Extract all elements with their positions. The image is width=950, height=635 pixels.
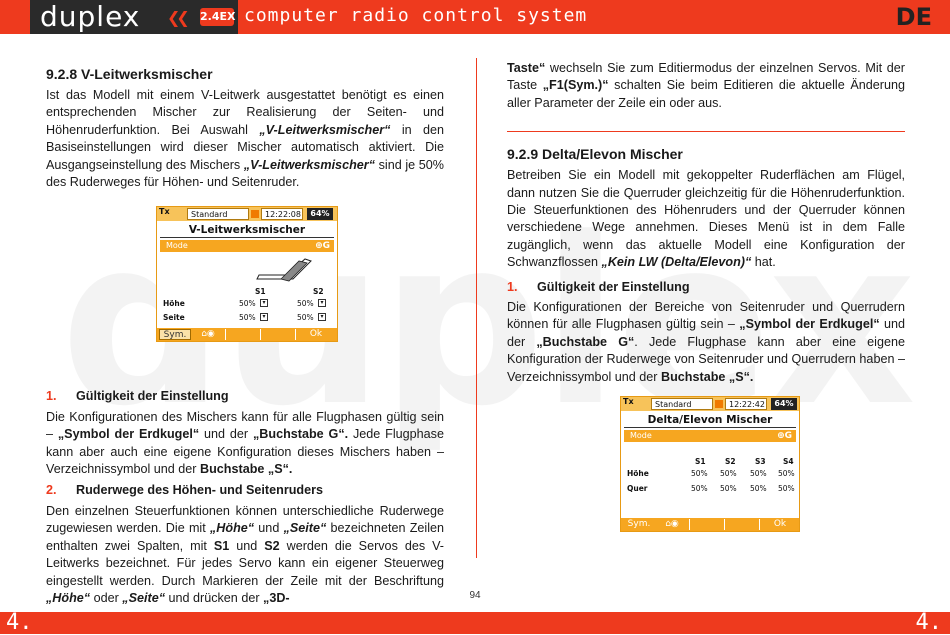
text-run: Die Konfigurationen der Bereiche von Seitenruder und Querrudern können für alle Flugphasen gültig sein – bbox=[507, 300, 905, 332]
chevron-double-icon: ❮❮ bbox=[167, 8, 186, 27]
text-run: „Seite“ bbox=[122, 590, 165, 605]
model-name: Standard bbox=[651, 398, 713, 410]
tx-signal-icon: Tx bbox=[159, 207, 170, 216]
text-run: S1 bbox=[213, 538, 230, 553]
globe-g-icon: ⊕G bbox=[315, 241, 330, 251]
key-separator bbox=[689, 519, 690, 530]
dropdown-icon[interactable]: ▾ bbox=[260, 313, 268, 321]
text-run: schalten Sie beim Editieren die aktuelle Änderung aller Parameter der Zeile ein oder aus. bbox=[507, 78, 905, 110]
text-run: „Symbol der Erdkugel“ bbox=[739, 317, 880, 332]
section-heading-delta: 9.2.9 Delta/Elevon Mischer bbox=[507, 146, 683, 163]
clock: 12:22:42 bbox=[725, 398, 767, 410]
mode-label: Mode bbox=[630, 431, 652, 440]
dropdown-icon[interactable]: ▾ bbox=[318, 299, 326, 307]
text-run: „V-Leitwerksmischer“ bbox=[259, 122, 391, 137]
text-run: „Höhe“ bbox=[46, 590, 91, 605]
page-footer bbox=[0, 612, 950, 634]
text-run: und der bbox=[507, 317, 906, 349]
section-heading-v-tail: 9.2.8 V-Leitwerksmischer bbox=[46, 66, 213, 82]
text-run: bezeichneten Zeilen enthalten zwei Spalten, mit bbox=[46, 521, 444, 553]
text-run: Taste“ bbox=[507, 61, 546, 75]
text-run: und bbox=[229, 538, 265, 553]
text-run: „Symbol der Erdkugel“ bbox=[57, 427, 200, 442]
text-run: „Seite“ bbox=[283, 521, 327, 536]
row-label-quer: Quer bbox=[627, 484, 648, 493]
screen-v-tail-mixer bbox=[156, 206, 338, 342]
column-header-s2: S2 bbox=[725, 457, 736, 466]
mode-label: Mode bbox=[166, 241, 188, 250]
continued-text bbox=[507, 60, 905, 112]
header-title: computer radio control system bbox=[244, 5, 588, 26]
logo-badge: 2.4EX bbox=[200, 8, 234, 26]
dropdown-icon[interactable]: ▾ bbox=[318, 313, 326, 321]
key-separator bbox=[759, 519, 760, 530]
clock: 12:22:08 bbox=[261, 208, 303, 220]
subheading-number: 1. bbox=[507, 279, 518, 294]
duplex-logo bbox=[30, 0, 238, 34]
folder-eye-icon[interactable]: ⌂◉ bbox=[201, 329, 215, 339]
text-run: Die Konfigurationen des Mischers kann für alle Flugphasen gültig sein – bbox=[46, 409, 444, 442]
text-run: Ist das Modell mit einem V-Leitwerk ausgestattet benötigt es einen entsprechenden Mischer zur Realisierung der Seiten- und Höhenruderfunktion. Bei Auswahl bbox=[46, 88, 444, 137]
column-divider bbox=[476, 58, 477, 558]
value-quer-s4[interactable]: 50% bbox=[778, 484, 795, 493]
value-hoehe-s2[interactable]: 50% bbox=[720, 469, 737, 478]
subheading-number: 1. bbox=[46, 389, 57, 404]
text-run: Betreiben Sie ein Modell mit gekoppelter Ruderflächen am Flügel, dann nutzen Sie die Querruder gleichzeitig für die Höhenruderfunktion. Die Steuerfunktionen des Höhenruders und der Querruder können verschiedene Wege annehmen. Dieses Menü ist in dem Falle zugänglich, wenn das aktuelle Modell eine Konfiguration der Schwanzflossen bbox=[507, 168, 905, 270]
delta-validity-text bbox=[507, 299, 905, 386]
function-key-bar bbox=[157, 328, 337, 341]
chapter-number-left: 4. bbox=[6, 610, 33, 635]
function-key-bar bbox=[621, 518, 799, 531]
column-header-s1: S1 bbox=[255, 287, 266, 296]
right-column bbox=[507, 60, 905, 386]
text-run: „Buchstabe G“ bbox=[536, 334, 635, 349]
value-hoehe-s3[interactable]: 50% bbox=[750, 469, 767, 478]
value-quer-s2[interactable]: 50% bbox=[720, 484, 737, 493]
ok-button[interactable]: Ok bbox=[309, 329, 323, 339]
screen-title: Delta/Elevon Mischer bbox=[647, 414, 773, 426]
text-run: „Höhe“ bbox=[209, 521, 255, 536]
value-hoehe-s4[interactable]: 50% bbox=[778, 469, 795, 478]
v-tail-validity-text bbox=[46, 409, 444, 479]
column-header-s2: S2 bbox=[313, 287, 324, 296]
title-divider bbox=[160, 237, 334, 238]
key-separator bbox=[295, 329, 296, 340]
value-hoehe-s1[interactable]: 50% bbox=[691, 469, 708, 478]
mode-row[interactable] bbox=[160, 240, 334, 252]
text-run: werden die Servos des V-Leitwerks bezeichnet. Für jedes Servo kann ein eigener Steuerweg eingestellt werden. Durch Markieren der Zeile mit der Beschriftung bbox=[46, 538, 444, 588]
text-run: sind je 50% des Ruderweges für Höhen- und Seitenruder. bbox=[46, 157, 444, 190]
text-run: und drücken der bbox=[165, 590, 264, 605]
text-run: „V-Leitwerksmischer“ bbox=[243, 157, 375, 172]
title-divider bbox=[624, 427, 796, 428]
subheading-title: Gültigkeit der Einstellung bbox=[537, 279, 690, 294]
v-tail-diagram-icon bbox=[253, 255, 315, 285]
section-divider bbox=[507, 131, 905, 132]
text-run: oder bbox=[90, 590, 123, 605]
row-label-seite: Seite bbox=[163, 313, 185, 322]
status-square-icon bbox=[251, 210, 259, 218]
text-run: Buchstabe „S“. bbox=[200, 462, 293, 477]
v-tail-subheading-2 bbox=[46, 482, 444, 499]
key-separator bbox=[260, 329, 261, 340]
sym-button[interactable]: Sym. bbox=[627, 519, 651, 529]
text-run: Den einzelnen Steuerfunktionen können unterschiedliche Ruderwege zugewiesen werden. Die mit bbox=[46, 503, 444, 536]
value-hoehe-s2[interactable]: 50% bbox=[297, 299, 314, 308]
chapter-number-right: 4. bbox=[915, 610, 942, 635]
subheading-title: Ruderwege des Höhen- und Seitenruders bbox=[76, 483, 324, 498]
row-label-hoehe: Höhe bbox=[627, 469, 649, 478]
value-hoehe-s1[interactable]: 50% bbox=[239, 299, 256, 308]
key-separator bbox=[724, 519, 725, 530]
tx-signal-icon: Tx bbox=[623, 397, 634, 406]
delta-intro bbox=[507, 167, 905, 271]
subheading-title: Gültigkeit der Einstellung bbox=[76, 389, 229, 404]
subheading-number: 2. bbox=[46, 483, 57, 498]
text-run: . Jede Flugphase kann aber eine eigene Konfiguration der Ruderwege von Seitenruder und Querrudern haben – Verzeichnissymbol und der bbox=[507, 334, 905, 384]
text-run: hat. bbox=[751, 255, 776, 270]
language-code: DE bbox=[895, 3, 932, 31]
text-run: wechseln Sie zum Editiermodus der einzelnen Servos. Mit der Taste bbox=[507, 61, 905, 93]
screen-status-bar bbox=[621, 397, 799, 411]
value-seite-s2[interactable]: 50% bbox=[297, 313, 314, 322]
value-seite-s1[interactable]: 50% bbox=[239, 313, 256, 322]
text-run: Buchstabe „S“. bbox=[661, 369, 754, 384]
folder-eye-icon[interactable]: ⌂◉ bbox=[665, 519, 679, 529]
text-run: „Buchstabe G“. bbox=[252, 427, 349, 442]
column-header-s1: S1 bbox=[695, 457, 706, 466]
value-quer-s1[interactable]: 50% bbox=[691, 484, 708, 493]
text-run: in den Basiseinstellungen wird dieser Mischer automatisch aktiviert. Die Ausgangseinstellung des Mischers bbox=[46, 122, 444, 172]
model-name: Standard bbox=[187, 208, 249, 220]
ok-button[interactable]: Ok bbox=[773, 519, 787, 529]
logo-text: duplex bbox=[40, 0, 141, 33]
text-run: Jede Flugphase kann aber auch eine eigene Konfiguration dieses Mischers haben – Verzeichnissymbol und der bbox=[46, 427, 444, 477]
battery-icon: 64% bbox=[771, 398, 797, 410]
status-square-icon bbox=[715, 400, 723, 408]
globe-g-icon: ⊕G bbox=[777, 431, 792, 441]
text-run: „3D- bbox=[263, 590, 290, 605]
v-tail-subheading-1 bbox=[46, 388, 444, 405]
sym-button[interactable]: Sym. bbox=[159, 329, 191, 340]
screen-status-bar bbox=[157, 207, 337, 221]
page-number: 94 bbox=[469, 590, 481, 601]
text-run: S2 bbox=[264, 538, 280, 553]
mode-row[interactable] bbox=[624, 430, 796, 442]
text-run: und bbox=[254, 521, 284, 536]
page-header bbox=[0, 0, 950, 34]
row-label-hoehe: Höhe bbox=[163, 299, 185, 308]
text-run: „Kein LW (Delta/Elevon)“ bbox=[601, 255, 752, 270]
key-separator bbox=[225, 329, 226, 340]
text-run: und der bbox=[199, 427, 253, 442]
screen-delta-elevon-mixer bbox=[620, 396, 800, 532]
battery-icon: 64% bbox=[307, 208, 333, 220]
delta-subheading-1 bbox=[507, 279, 905, 296]
column-header-s4: S4 bbox=[783, 457, 794, 466]
text-run: „F1(Sym.)“ bbox=[542, 78, 609, 93]
dropdown-icon[interactable]: ▾ bbox=[260, 299, 268, 307]
v-tail-intro bbox=[46, 87, 444, 191]
screen-title: V-Leitwerksmischer bbox=[188, 224, 306, 236]
value-quer-s3[interactable]: 50% bbox=[750, 484, 767, 493]
column-header-s3: S3 bbox=[755, 457, 766, 466]
